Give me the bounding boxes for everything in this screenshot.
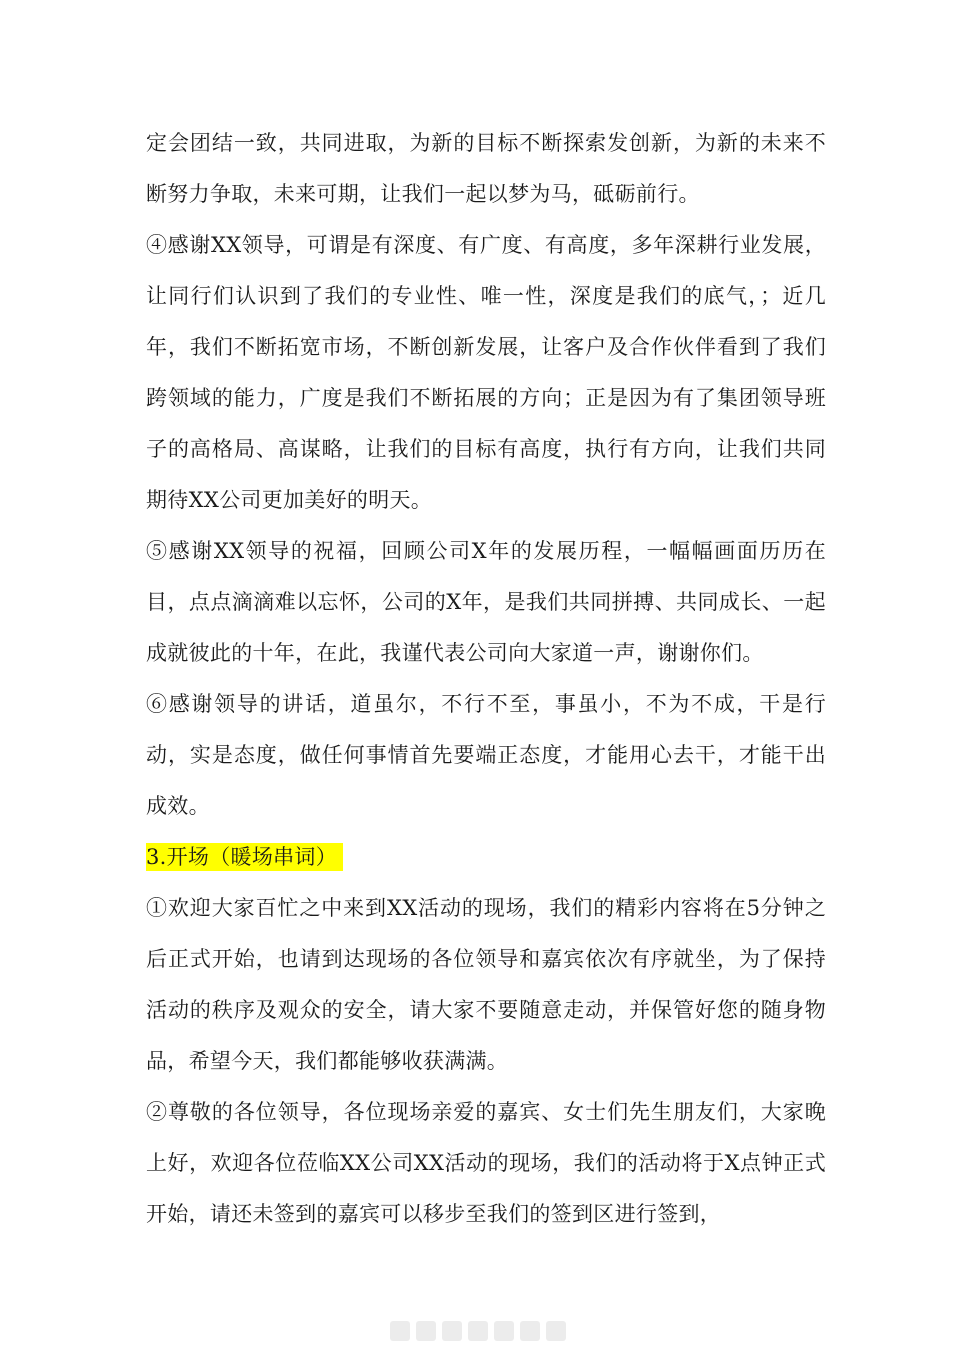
paragraph-opening-1: ①欢迎大家百忙之中来到XX活动的现场，我们的精彩内容将在5分钟之后正式开始，也请到达现场的各位领导和嘉宾依次有序就坐，为了保持活动的秩序及观众的安全，请大家不要随意走动，并保管好您的随身物品，希望今天，我们都能够收获满满。 [146, 896, 826, 1073]
paragraph-intro-continuation: 定会团结一致，共同进取，为新的目标不断探索发创新，为新的未来不断努力争取，未来可期，让我们一起以梦为马，砥砺前行。 [146, 131, 826, 206]
watermark-block [468, 1321, 488, 1341]
section-heading: 3.开场（暖场串词） [146, 843, 343, 871]
paragraph-item-5: ⑤感谢XX领导的祝福，回顾公司X年的发展历程，一幅幅画面历历在目，点点滴滴难以忘怀，公司的X年，是我们共同拼搏、共同成长、一起成就彼此的十年，在此，我谨代表公司向大家道一声，谢谢你们。 [146, 539, 826, 665]
paragraph-item-4: ④感谢XX领导，可谓是有深度、有广度、有高度，多年深耕行业发展，让同行们认识到了我们的专业性、唯一性，深度是我们的底气，；近几年，我们不断拓宽市场，不断创新发展，让客户及合作伙伴看到了我们跨领域的能力，广度是我们不断拓展的方向；正是因为有了集团领导班子的高格局、高谋略，让我们的目标有高度，执行有方向，让我们共同期待XX公司更加美好的明天。 [146, 233, 826, 512]
watermark [390, 1318, 580, 1344]
paragraph-item-6: ⑥感谢领导的讲话，道虽尔，不行不至，事虽小，不为不成，干是行动，实是态度，做任何事情首先要端正态度，才能用心去干，才能干出成效。 [146, 692, 826, 818]
watermark-block [390, 1321, 410, 1341]
section-heading-block [146, 832, 826, 883]
document-body [146, 118, 826, 1240]
watermark-block [416, 1321, 436, 1341]
watermark-block [546, 1321, 566, 1341]
watermark-block [442, 1321, 462, 1341]
watermark-block [494, 1321, 514, 1341]
watermark-block [520, 1321, 540, 1341]
paragraph-opening-2: ②尊敬的各位领导，各位现场亲爱的嘉宾、女士们先生朋友们，大家晚上好，欢迎各位莅临XX公司XX活动的现场，我们的活动将于X点钟正式开始，请还未签到的嘉宾可以移步至我们的签到区进行签到， [146, 1100, 826, 1226]
